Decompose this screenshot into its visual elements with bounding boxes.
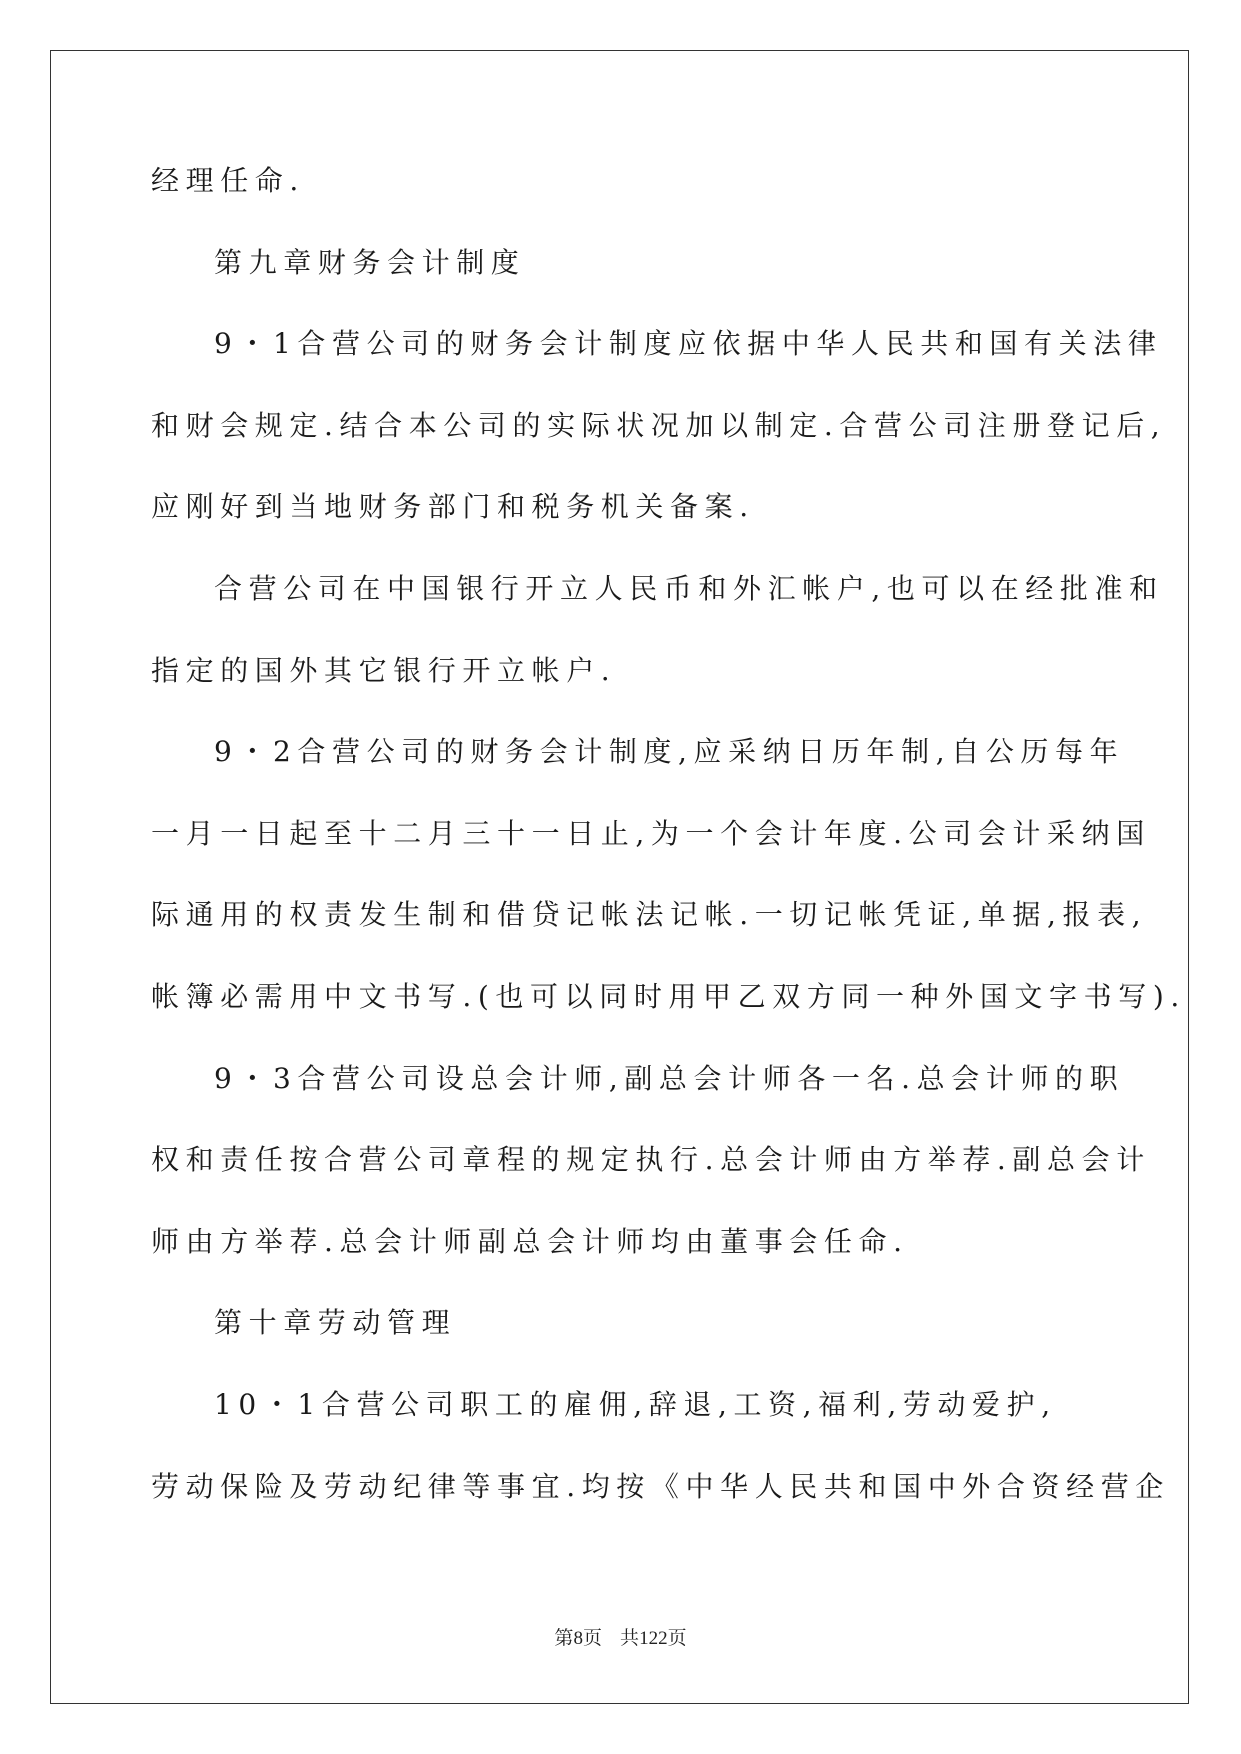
text-line-1: 经理任命.	[151, 164, 305, 197]
text-line-12: 9・3合营公司设总会计师,副总会计师各一名.总会计师的职	[214, 1061, 1125, 1095]
chapter-heading-10: 第十章劳动管理	[214, 1306, 457, 1340]
text-line-11: 帐簿必需用中文书写.(也可以同时用甲乙双方同一种外国文字书写).	[151, 979, 1186, 1013]
text-line-13: 权和责任按合营公司章程的规定执行.总会计师由方举荐.副总会计	[151, 1143, 1151, 1177]
text-line-17: 劳动保险及劳动纪律等事宜.均按《中华人民共和国中外合资经营企	[151, 1469, 1170, 1503]
text-line-14: 师由方举荐.总会计师副总会计师均由董事会任命.	[151, 1224, 909, 1258]
current-page-number: 8	[573, 1628, 583, 1649]
footer-suffix: 页	[667, 1627, 687, 1649]
document-body	[151, 164, 1186, 1552]
text-line-5: 应刚好到当地财务部门和税务机关备案.	[151, 490, 755, 524]
text-line-16: 10・1合营公司职工的雇佣,辞退,工资,福利,劳动爱护,	[214, 1387, 1057, 1421]
text-line-7: 指定的国外其它银行开立帐户.	[151, 653, 617, 687]
chapter-heading-9: 第九章财务会计制度	[214, 245, 526, 279]
footer-middle: 页 共	[582, 1627, 640, 1649]
text-line-10: 际通用的权责发生制和借贷记帐法记帐.一切记帐凭证,单据,报表,	[151, 898, 1148, 932]
text-line-4: 和财会规定.结合本公司的实际状况加以制定.合营公司注册登记后,	[151, 408, 1167, 442]
page-footer	[0, 1623, 1241, 1650]
text-line-6: 合营公司在中国银行开立人民币和外汇帐户,也可以在经批准和	[214, 571, 1164, 605]
text-line-9: 一月一日起至十二月三十一日止,为一个会计年度.公司会计采纳国	[151, 816, 1151, 850]
total-page-count: 122	[639, 1628, 668, 1649]
footer-prefix: 第	[554, 1627, 574, 1649]
text-line-3: 9・1合营公司的财务会计制度应依据中华人民共和国有关法律	[214, 327, 1163, 361]
text-line-8: 9・2合营公司的财务会计制度,应采纳日历年制,自公历每年	[214, 735, 1125, 769]
